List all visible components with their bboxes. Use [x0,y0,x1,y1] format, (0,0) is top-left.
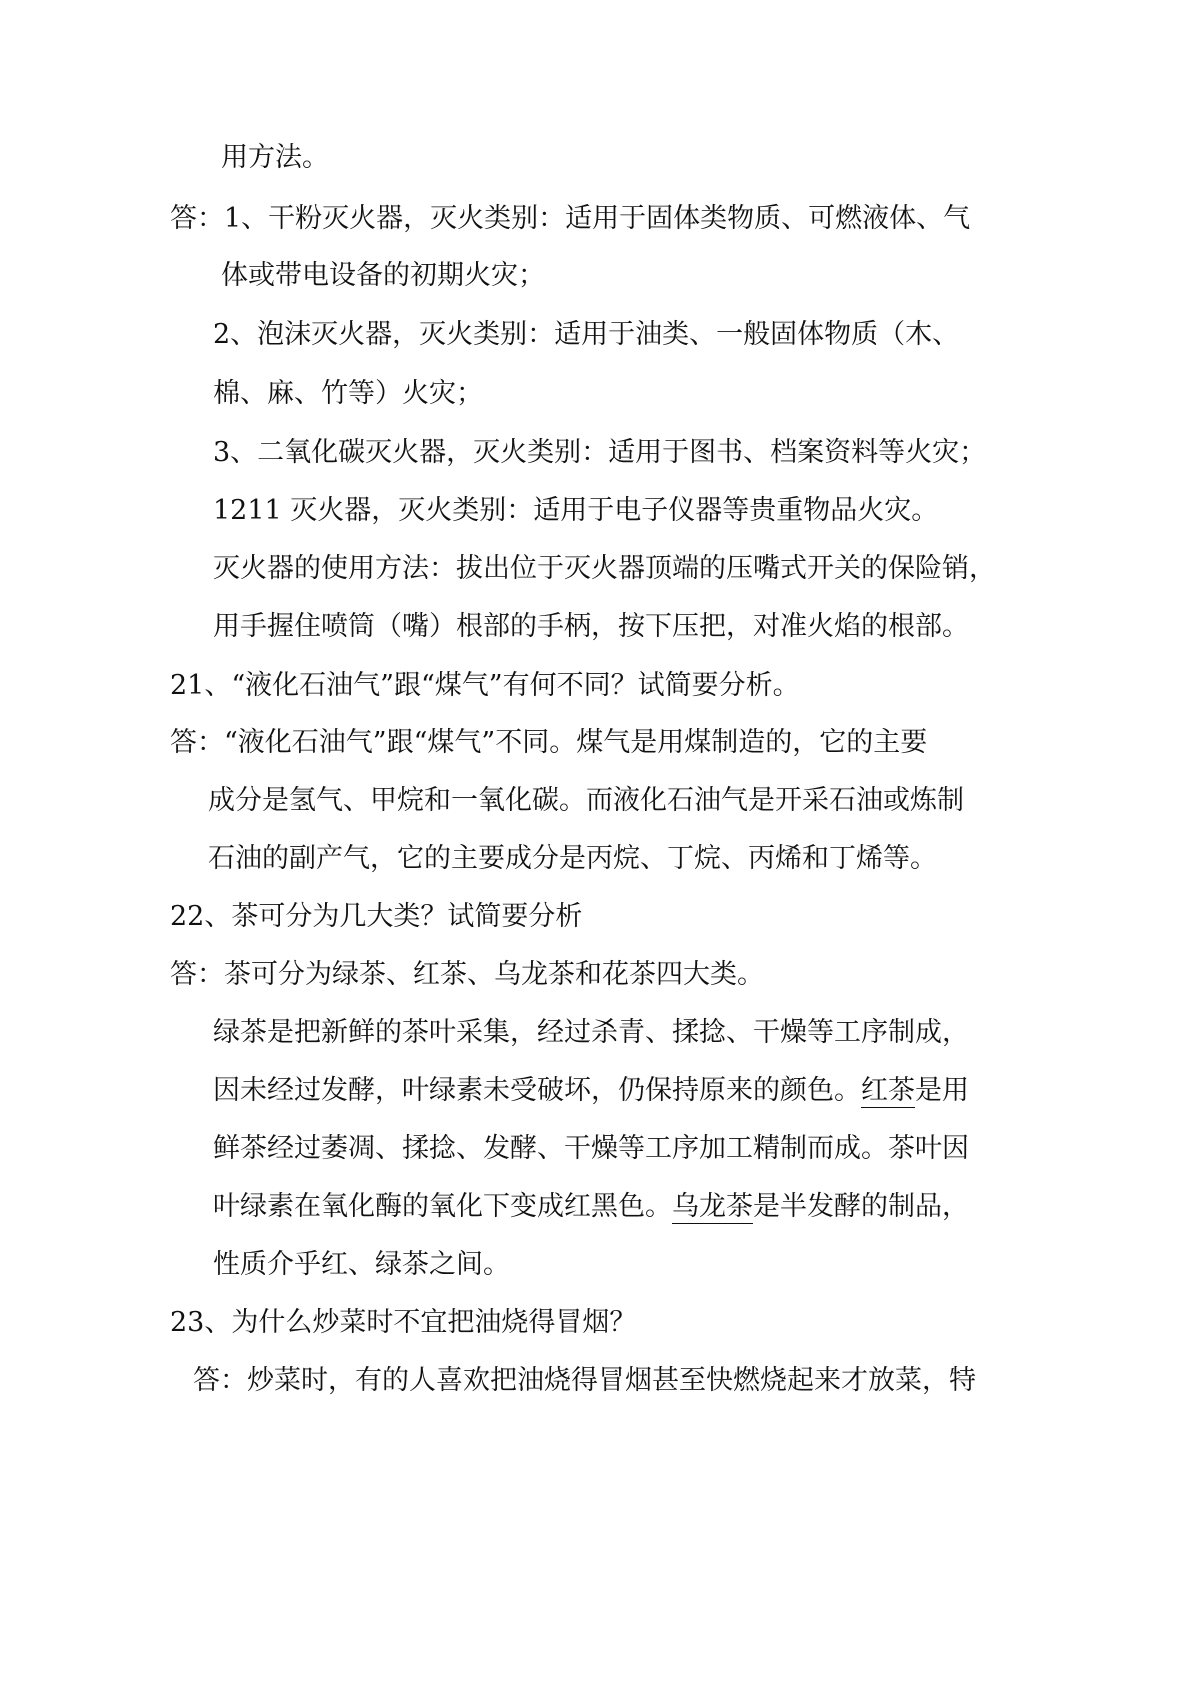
line-segment: 叶绿素在氧化酶的氧化下变成红黑色。 [213,1191,672,1222]
text-line: 3、二氧化碳灭火器，灭火类别：适用于图书、档案资料等火灾； [213,437,987,468]
text-line-with-underline [213,1190,969,1224]
text-line: 用手握住喷筒（嘴）根部的手柄，按下压把，对准火焰的根部。 [213,611,969,642]
text-line: 1211 灭火器，灭火类别：适用于电子仪器等贵重物品火灾。 [213,495,939,526]
question-line: 21、“液化石油气”跟“煤气”有何不同？试简要分析。 [170,670,800,701]
question-line: 22、茶可分为几大类？试简要分析 [170,901,583,932]
text-line: 棉、麻、竹等）火灾； [213,378,483,409]
text-line: 体或带电设备的初期火灾； [221,260,545,291]
answer-line: 答：“液化石油气”跟“煤气”不同。煤气是用煤制造的，它的主要 [170,727,928,758]
answer-line: 答：炒菜时，有的人喜欢把油烧得冒烟甚至快燃烧起来才放菜，特 [193,1365,976,1396]
underlined-term-wulongcha: 乌龙茶 [672,1191,753,1222]
text-line: 鲜茶经过萎凋、揉捻、发酵、干燥等工序加工精制而成。茶叶因 [213,1133,969,1164]
answer-line: 答：1、干粉灭火器，灭火类别：适用于固体类物质、可燃液体、气 [170,203,971,234]
text-line: 绿茶是把新鲜的茶叶采集，经过杀青、揉捻、干燥等工序制成， [213,1017,969,1048]
text-line: 2、泡沫灭火器，灭火类别：适用于油类、一般固体物质（木、 [213,319,960,350]
question-line: 23、为什么炒菜时不宜把油烧得冒烟？ [170,1307,637,1338]
line-segment: 是用 [915,1075,969,1106]
text-line-with-underline [213,1074,969,1108]
line-segment: 是半发酵的制品， [753,1191,969,1222]
text-line: 用方法。 [221,142,329,173]
answer-line: 答：茶可分为绿茶、红茶、乌龙茶和花茶四大类。 [170,959,764,990]
text-line: 灭火器的使用方法：拔出位于灭火器顶端的压嘴式开关的保险销， [213,553,996,584]
line-segment: 因未经过发酵，叶绿素未受破坏，仍保持原来的颜色。 [213,1075,861,1106]
text-line: 性质介乎红、绿茶之间。 [213,1249,510,1280]
text-line: 石油的副产气，它的主要成分是丙烷、丁烷、丙烯和丁烯等。 [208,843,937,874]
text-line: 成分是氢气、甲烷和一氧化碳。而液化石油气是开采石油或炼制 [208,785,964,816]
underlined-term-hongcha: 红茶 [861,1075,915,1106]
